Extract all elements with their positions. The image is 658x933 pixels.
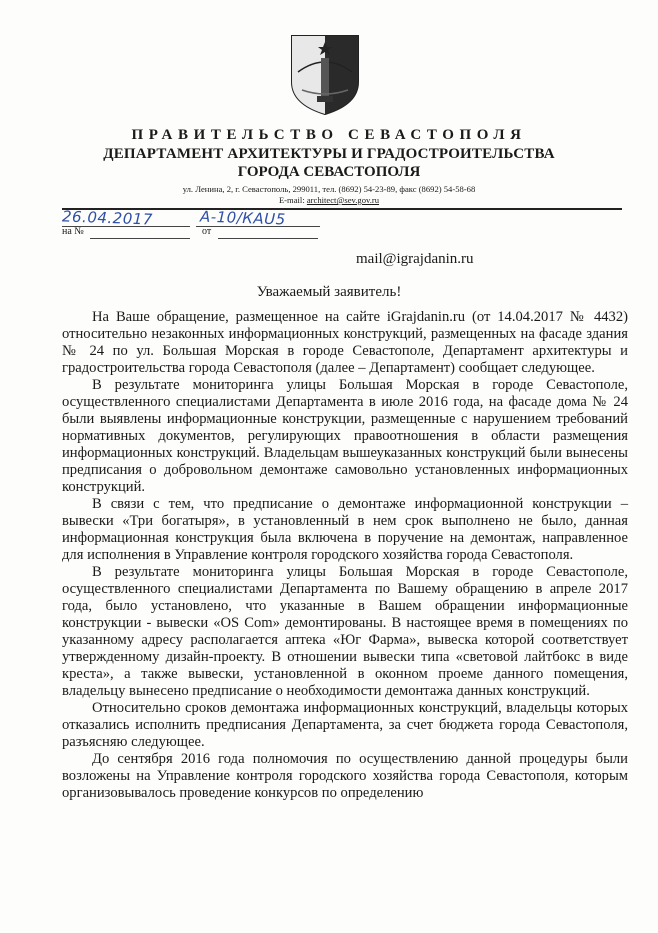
email-link[interactable]: architect@sev.gov.ru <box>306 195 380 205</box>
salutation: Уважаемый заявитель! <box>256 284 402 300</box>
in-reply-number-label: на № <box>62 226 84 237</box>
city-title: ГОРОДА СЕВАСТОПОЛЯ <box>237 164 421 180</box>
department-title: ДЕПАРТАМЕНТ АРХИТЕКТУРЫ И ГРАДОСТРОИТЕЛЬСТВА <box>103 146 555 162</box>
handwritten-date: 26.04.2017 <box>61 207 154 229</box>
email-label: E-mail: <box>278 195 307 205</box>
government-title: ПРАВИТЕЛЬСТВО СЕВАСТОПОЛЯ <box>131 127 527 143</box>
in-reply-number-blank <box>90 226 190 239</box>
address-line: ул. Ленина, 2, г. Севастополь, 299011, тел. (8692) 54-23-89, факс (8692) 54-58-68 <box>182 184 476 194</box>
email-line <box>0 195 658 205</box>
recipient-address: mail@igrajdanin.ru <box>356 251 474 267</box>
handwritten-number: А-10/КАU5 <box>199 207 287 229</box>
letter-body <box>62 309 628 802</box>
paragraph: В результате мониторинга улицы Большая Морская в городе Севастополе, осуществленного специалистами Департамента по Вашему обращению в апреле 2017 года, было установлено, что указанные в Вашем обращении информационные конструкции - вывески «OS Com» демонтированы. В настоящее время в помещениях по указанному адресу располагается аптека «Юг Фарма», вывеска которой соответствует утвержденному дизайн-проекту. В отношении вывески типа «световой лайтбокс в виде креста», а также вывески, установленной в оконном проеме данного помещения, владельцу вынесено предписание о необходимости демонтажа данных конструкций. <box>62 564 628 699</box>
paragraph: Относительно сроков демонтажа информационных конструкций, владельцы которых отказались исполнить предписания Департамента, за счет бюджета города Севастополя, разъясняю следующее. <box>62 700 628 750</box>
in-reply-date-label: от <box>202 226 212 237</box>
sevastopol-coat-of-arms-icon <box>288 32 362 116</box>
paragraph: На Ваше обращение, размещенное на сайте iGrajdanin.ru (от 14.04.2017 № 4432) относительно незаконных информационных конструкций, размещенных на фасаде здания № 24 по ул. Большая Морская в городе Севастополе, Департамент архитектуры и градостроительства города Севастополя (далее – Департамент) сообщает следующее. <box>62 309 628 376</box>
paragraph: В связи с тем, что предписание о демонтаже информационной конструкции – вывески «Три богатыря», в установленный в нем срок выполнено не было, данная информационная конструкция была включена в поручение на демонтаж, направленное для исполнения в Управление контроля городского хозяйства города Севастополя. <box>62 496 628 563</box>
paragraph: В результате мониторинга улицы Большая Морская в городе Севастополе, осуществленного специалистами Департамента в июле 2016 года, на фасаде дома № 24 были выявлены информационные конструкции, размещенные с нарушением требований нормативных документов, регулирующих правоотношения в области размещения информационных конструкций. Владельцам вышеуказанных конструкций были вынесены предписания о добровольном демонтаже самовольно установленных информационных конструкций. <box>62 377 628 495</box>
in-reply-date-blank <box>218 226 318 239</box>
paragraph: До сентября 2016 года полномочия по осуществлению данной процедуры были возложены на Управление контроля городского хозяйства города Севастополя, которым организовывалось проведение конкурсов по определению <box>62 751 628 801</box>
